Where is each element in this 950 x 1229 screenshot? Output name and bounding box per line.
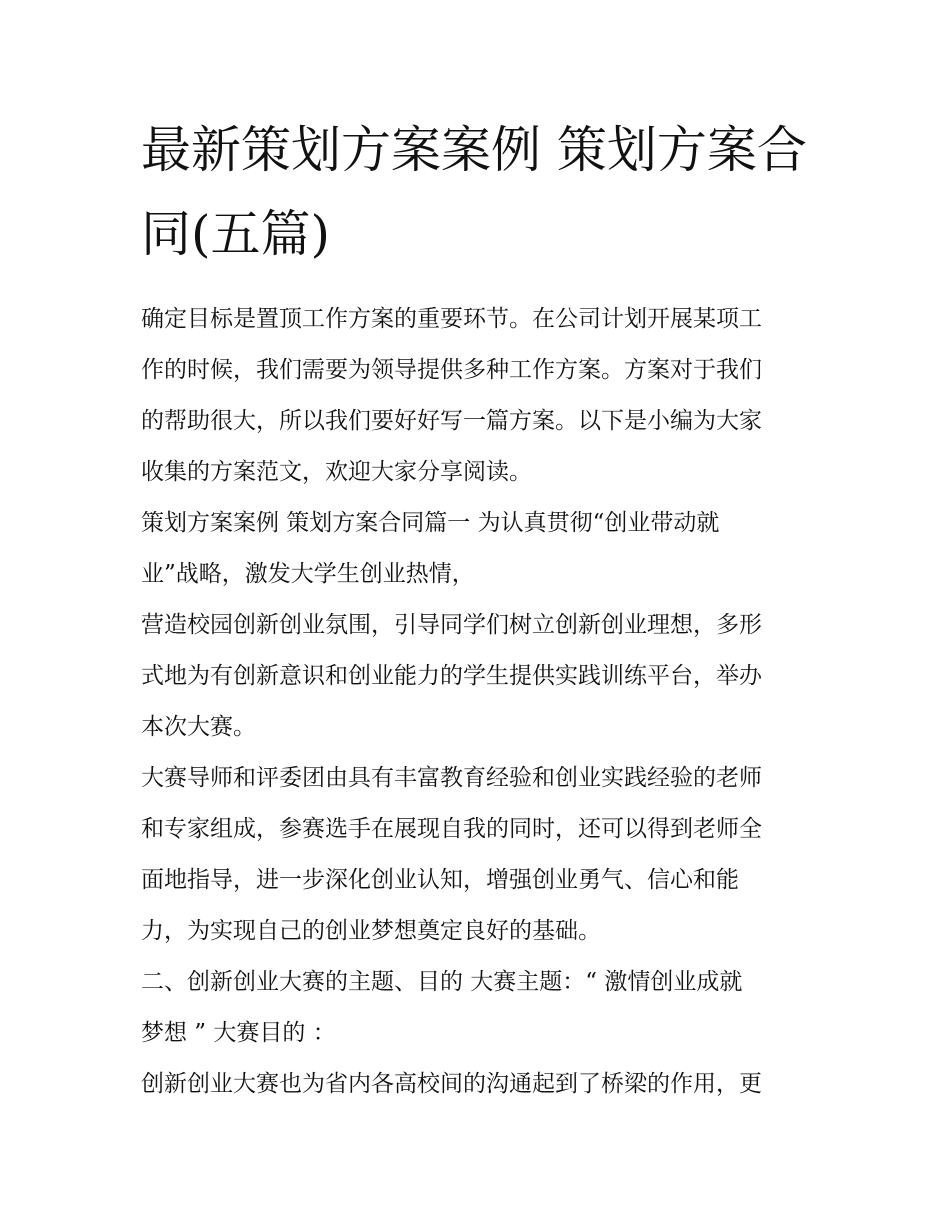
title-line: 同(五篇) bbox=[141, 205, 331, 263]
text-line: 面地指导，进一步深化创业认知，增强创业勇气、信心和能 bbox=[141, 867, 739, 893]
text-line: 梦想 ” 大赛目的 ： bbox=[141, 1020, 336, 1046]
text-line: 创新创业大赛也为省内各高校间的沟通起到了桥梁的作用，更 bbox=[141, 1071, 762, 1097]
text-line: 确定目标是置顶工作方案的重要环节。在公司计划开展某项工 bbox=[141, 306, 762, 332]
document-page bbox=[141, 108, 813, 1110]
text-line: 式地为有创新意识和创业能力的学生提供实践训练平台，举办 bbox=[141, 663, 762, 689]
paragraph-section-one bbox=[141, 498, 813, 600]
text-line: 和专家组成，参赛选手在展现自我的同时，还可以得到老师全 bbox=[141, 816, 762, 842]
text-line: 策划方案案例 策划方案合同篇一 为认真贯彻“创业带动就 bbox=[141, 510, 720, 536]
text-line: 本次大赛。 bbox=[141, 714, 256, 740]
paragraph-bridge bbox=[141, 1059, 813, 1110]
text-line: 营造校园创新创业氛围，引导同学们树立创新创业理想，多形 bbox=[141, 612, 762, 638]
text-line: 二、创新创业大赛的主题、目的 大赛主题：“ 激情创业成就 bbox=[141, 969, 743, 995]
text-line: 作的时候，我们需要为领导提供多种工作方案。方案对于我们 bbox=[141, 357, 762, 383]
document-title bbox=[141, 108, 813, 276]
text-line: 收集的方案范文，欢迎大家分享阅读。 bbox=[141, 459, 532, 485]
text-line: 大赛导师和评委团由具有丰富教育经验和创业实践经验的老师 bbox=[141, 765, 762, 791]
paragraph-intro bbox=[141, 294, 813, 498]
text-line: 业”战略，激发大学生创业热情， bbox=[141, 561, 475, 587]
text-line: 力，为实现自己的创业梦想奠定良好的基础。 bbox=[141, 918, 601, 944]
paragraph-mentors bbox=[141, 753, 813, 957]
text-line: 的帮助很大，所以我们要好好写一篇方案。以下是小编为大家 bbox=[141, 408, 762, 434]
document-body bbox=[141, 294, 813, 1110]
paragraph-theme bbox=[141, 957, 813, 1059]
title-line: 最新策划方案案例 策划方案合 bbox=[141, 121, 807, 179]
paragraph-atmosphere bbox=[141, 600, 813, 753]
